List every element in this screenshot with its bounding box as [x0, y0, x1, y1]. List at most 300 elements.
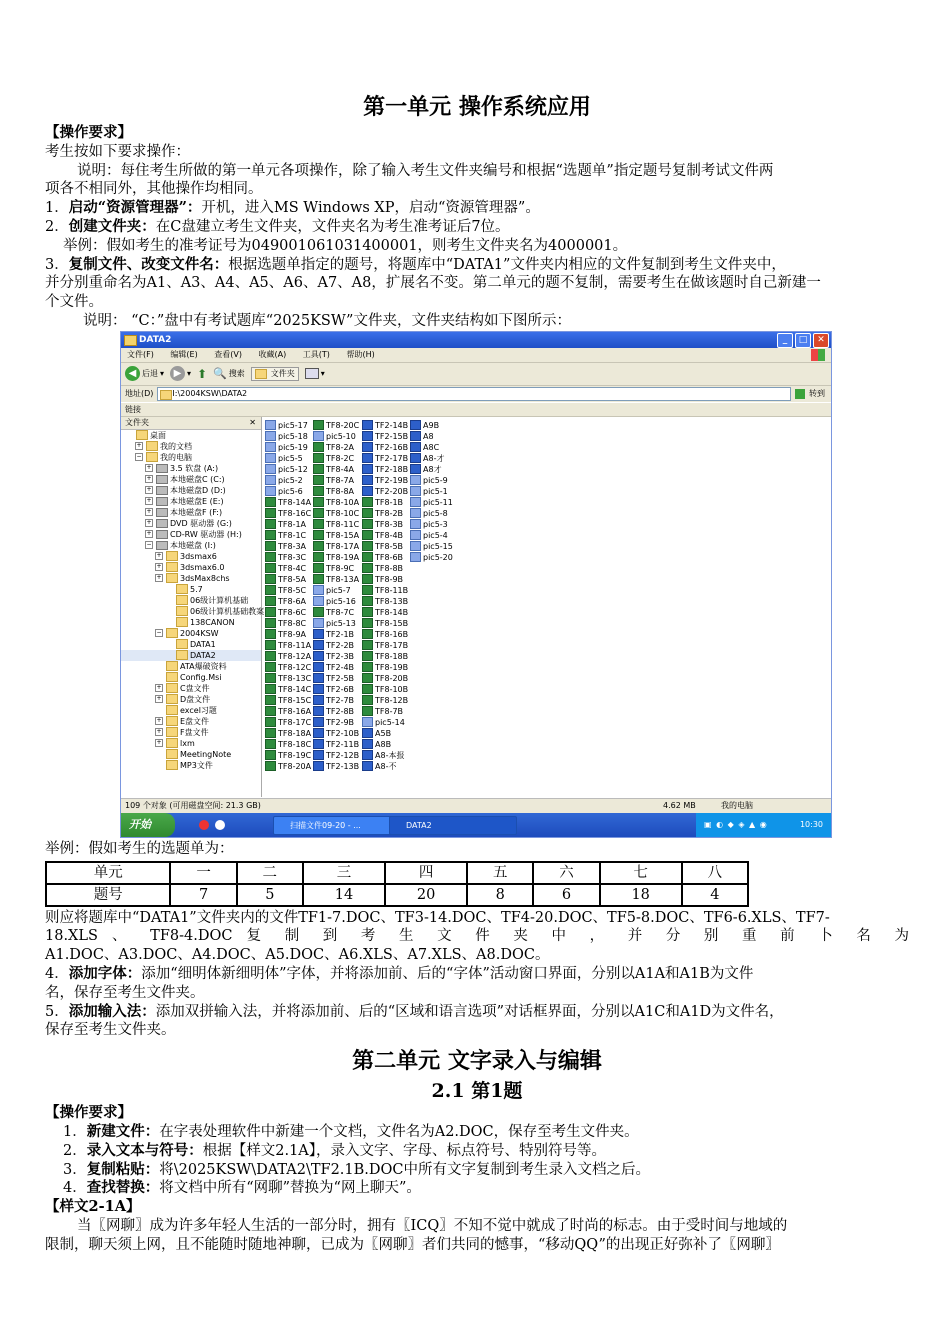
image-file-icon	[410, 552, 421, 562]
expand-toggle-icon[interactable]: −	[136, 453, 142, 461]
tree-node-label: ATA爆破资料	[180, 661, 227, 671]
file-item[interactable]	[265, 629, 311, 640]
close-button[interactable]: ✕	[813, 333, 829, 348]
item-2	[45, 1142, 909, 1161]
tree-node[interactable]	[121, 606, 265, 617]
expand-toggle-icon[interactable]: +	[156, 717, 162, 725]
file-item[interactable]	[313, 706, 359, 717]
file-item[interactable]	[362, 706, 408, 717]
file-item[interactable]	[410, 464, 453, 475]
file-item[interactable]	[313, 585, 359, 596]
image-file-icon	[410, 541, 421, 551]
file-item[interactable]	[362, 552, 408, 563]
file-item[interactable]	[410, 508, 453, 519]
step-number: 1．	[45, 200, 69, 217]
address-label: 地址(D)	[125, 388, 154, 398]
folder-icon	[176, 584, 188, 594]
file-item[interactable]	[313, 453, 359, 464]
file-name: TF2-8B	[326, 706, 355, 716]
excel-file-icon	[362, 662, 373, 672]
file-item[interactable]	[362, 431, 408, 442]
tree-node-label: excel习题	[180, 705, 217, 715]
tree-node-label: 我的文档	[160, 441, 192, 451]
expand-toggle-icon[interactable]: +	[146, 519, 152, 527]
file-item[interactable]	[362, 453, 408, 464]
excel-file-icon	[265, 728, 276, 738]
file-item[interactable]	[313, 662, 359, 673]
file-item[interactable]	[313, 541, 359, 552]
file-item[interactable]	[362, 541, 408, 552]
file-name: TF2-18B	[375, 464, 409, 474]
folder-icon	[166, 672, 178, 682]
expand-toggle-icon[interactable]: +	[146, 475, 152, 483]
tree-node-label: lxm	[180, 738, 195, 748]
file-name: pic5-18	[278, 431, 308, 441]
step-text: 添加“细明体新细明体”字体，并将添加前、后的“字体”活动窗口界面，分别以A1A和A1B为文件	[141, 965, 754, 982]
file-item[interactable]	[265, 453, 311, 464]
image-file-icon	[265, 486, 276, 496]
step-2	[45, 218, 909, 237]
folder-icon	[160, 390, 172, 400]
file-item[interactable]	[313, 596, 359, 607]
file-name: TF8-9C	[326, 563, 355, 573]
file-item[interactable]	[265, 541, 311, 552]
tree-node-label: C盘文件	[180, 683, 210, 693]
file-item[interactable]	[265, 750, 311, 761]
file-item[interactable]	[362, 464, 408, 475]
excel-file-icon	[265, 750, 276, 760]
expand-toggle-icon[interactable]: +	[146, 508, 152, 516]
tree-node[interactable]	[121, 628, 261, 639]
file-name: TF8-2B	[375, 508, 404, 518]
file-item[interactable]	[362, 530, 408, 541]
menu-favorites[interactable]: 收藏(A)	[258, 349, 287, 359]
file-name: TF8-11B	[375, 585, 409, 595]
tree-node[interactable]	[121, 705, 261, 716]
excel-file-icon	[265, 552, 276, 562]
up-button[interactable]	[197, 366, 208, 381]
minimize-button[interactable]: _	[777, 333, 793, 348]
file-item[interactable]	[410, 442, 453, 453]
file-item[interactable]	[265, 530, 311, 541]
file-name: pic5-8	[423, 508, 448, 518]
tree-node[interactable]	[121, 749, 261, 760]
file-name: TF8-15C	[278, 695, 312, 705]
search-button[interactable]	[213, 366, 245, 380]
menu-view[interactable]: 查看(V)	[214, 349, 242, 359]
file-name: TF8-19B	[375, 662, 409, 672]
file-item[interactable]	[362, 673, 408, 684]
tree-node[interactable]	[121, 441, 261, 452]
back-button[interactable]: ◀ 后退 ▾	[125, 366, 164, 381]
file-item[interactable]	[313, 739, 359, 750]
tree-node[interactable]	[121, 540, 261, 551]
file-item[interactable]	[362, 684, 408, 695]
file-item[interactable]	[313, 673, 359, 684]
file-item[interactable]	[265, 431, 311, 442]
file-item[interactable]	[265, 706, 311, 717]
tree-node[interactable]	[121, 573, 261, 584]
excel-file-icon	[265, 761, 276, 771]
excel-file-icon	[362, 618, 373, 628]
tree-node[interactable]	[121, 738, 261, 749]
file-item[interactable]	[362, 761, 408, 772]
tree-node[interactable]	[121, 661, 261, 672]
file-name: TF8-17B	[375, 640, 409, 650]
tree-node[interactable]	[121, 430, 261, 441]
folder-icon	[176, 606, 188, 616]
file-item[interactable]	[265, 673, 311, 684]
file-name: pic5-15	[423, 541, 453, 551]
tree-node[interactable]	[121, 474, 261, 485]
excel-file-icon	[313, 486, 324, 496]
file-item[interactable]	[265, 651, 311, 662]
file-item[interactable]	[265, 563, 311, 574]
file-item[interactable]	[410, 541, 453, 552]
file-item[interactable]	[410, 530, 453, 541]
file-name: A9B	[423, 420, 440, 430]
menu-edit[interactable]: 编辑(E)	[170, 349, 198, 359]
file-item[interactable]	[362, 574, 408, 585]
table-cell: 单元	[46, 862, 170, 884]
file-item[interactable]	[410, 475, 453, 486]
folder-icon	[166, 716, 178, 726]
file-name: A8-不	[375, 761, 397, 771]
file-item[interactable]	[265, 684, 311, 695]
tree-node[interactable]	[121, 727, 261, 738]
folders-button[interactable]	[251, 367, 299, 381]
tree-node-label: 3dsmax6.0	[180, 562, 225, 572]
step-text: 开机，进入MS Windows XP，启动“资源管理器”。	[201, 200, 540, 217]
step-title: 添加输入法：	[68, 1002, 156, 1020]
quicklaunch-icon[interactable]	[215, 820, 225, 830]
file-name: TF8-12B	[375, 695, 409, 705]
tray-icons: ▣ ◐ ◆ ◈ ▲ ◉	[704, 819, 768, 829]
tree-node-label: 06级计算机基础	[190, 595, 249, 605]
tree-node[interactable]	[121, 650, 261, 661]
file-item[interactable]	[362, 629, 408, 640]
excel-file-icon	[362, 673, 373, 683]
close-pane-button[interactable]: ✕	[249, 417, 256, 427]
file-name: TF8-16C	[278, 508, 312, 518]
go-arrow-icon	[795, 389, 805, 399]
address-input[interactable]	[157, 387, 791, 401]
file-name: TF8-18B	[375, 651, 409, 661]
image-file-icon	[265, 420, 276, 430]
file-item[interactable]	[313, 750, 359, 761]
excel-file-icon	[313, 552, 324, 562]
file-item[interactable]	[265, 662, 311, 673]
file-item[interactable]	[313, 651, 359, 662]
file-item[interactable]	[313, 530, 359, 541]
file-item[interactable]	[313, 563, 359, 574]
tree-node[interactable]	[121, 716, 261, 727]
file-item[interactable]	[265, 739, 311, 750]
word-file-icon	[362, 750, 373, 760]
item-title: 查找替换：	[86, 1179, 160, 1197]
excel-file-icon	[265, 651, 276, 661]
file-item[interactable]	[313, 761, 359, 772]
step-text: 在C盘建立考生文件夹，文件夹名为考生准考证后7位。	[155, 218, 510, 235]
file-item[interactable]	[265, 486, 311, 497]
expand-toggle-icon[interactable]: +	[156, 684, 162, 692]
image-file-icon	[265, 453, 276, 463]
file-item[interactable]	[410, 486, 453, 497]
step-number: 5．	[45, 1003, 69, 1020]
file-name: pic5-1	[423, 486, 448, 496]
tree-node[interactable]	[121, 683, 261, 694]
expand-toggle-icon[interactable]: +	[146, 464, 152, 472]
file-item[interactable]	[265, 552, 311, 563]
item-number: 3．	[63, 1161, 87, 1178]
excel-file-icon	[362, 552, 373, 562]
file-item[interactable]	[362, 420, 408, 431]
excel-file-icon	[313, 530, 324, 540]
file-item[interactable]	[362, 475, 408, 486]
menu-file[interactable]: 文件(F)	[127, 349, 154, 359]
tree-node[interactable]	[121, 452, 261, 463]
expand-toggle-icon[interactable]: +	[136, 442, 142, 450]
file-item[interactable]	[410, 552, 453, 563]
step-1	[45, 199, 909, 218]
file-item[interactable]	[362, 519, 408, 530]
item-text: 在字表处理软件中新建一个文档，文件名为A2.DOC，保存至考生文件夹。	[159, 1123, 639, 1140]
file-name: TF2-7B	[326, 695, 355, 705]
expand-toggle-icon[interactable]: −	[146, 541, 152, 549]
file-item[interactable]	[410, 519, 453, 530]
file-name: TF2-16B	[375, 442, 409, 452]
expand-toggle-icon[interactable]: +	[156, 563, 162, 571]
file-name: TF8-10C	[326, 508, 360, 518]
tree-node[interactable]	[121, 694, 261, 705]
file-item[interactable]	[362, 563, 408, 574]
file-item[interactable]	[265, 717, 311, 728]
excel-file-icon	[313, 508, 324, 518]
word-file-icon	[313, 728, 324, 738]
file-item[interactable]	[362, 640, 408, 651]
item-text: 将\2025KSW\DATA2\TF2.1B.DOC中所有文字复制到考生录入文档之后。	[159, 1161, 651, 1178]
menu-help[interactable]: 帮助(H)	[346, 349, 375, 359]
start-button[interactable]	[121, 813, 175, 837]
file-item[interactable]	[265, 420, 311, 431]
file-name: pic5-4	[423, 530, 448, 540]
image-file-icon	[313, 618, 324, 628]
file-item[interactable]	[265, 728, 311, 739]
tree-node[interactable]	[121, 485, 261, 496]
file-item[interactable]	[362, 585, 408, 596]
file-item[interactable]	[362, 717, 408, 728]
file-item[interactable]	[265, 607, 311, 618]
item-1	[45, 1123, 909, 1142]
word-file-icon	[362, 475, 373, 485]
file-item[interactable]	[313, 519, 359, 530]
taskbar-item-scan[interactable]	[273, 816, 401, 835]
file-item[interactable]	[313, 497, 359, 508]
file-item[interactable]	[313, 728, 359, 739]
file-item[interactable]	[313, 464, 359, 475]
item-3	[45, 1161, 909, 1180]
word-file-icon	[313, 684, 324, 694]
file-item[interactable]	[313, 684, 359, 695]
file-item[interactable]	[265, 519, 311, 530]
file-name: TF8-4B	[375, 530, 404, 540]
file-item[interactable]	[265, 475, 311, 486]
tree-node[interactable]	[121, 760, 261, 771]
file-item[interactable]	[362, 486, 408, 497]
excel-file-icon	[265, 640, 276, 650]
file-name: TF8-5B	[375, 541, 404, 551]
tree-node[interactable]	[121, 496, 261, 507]
file-name: TF8-17A	[326, 541, 360, 551]
taskbar-item-data2[interactable]	[389, 816, 517, 835]
excel-file-icon	[265, 739, 276, 749]
file-name: TF8-1A	[278, 519, 307, 529]
file-item[interactable]	[265, 618, 311, 629]
folder-icon	[166, 749, 178, 759]
word-file-icon	[313, 761, 324, 771]
file-item[interactable]	[265, 574, 311, 585]
file-item[interactable]	[313, 508, 359, 519]
file-name: TF8-6A	[278, 596, 307, 606]
file-item[interactable]	[313, 574, 359, 585]
file-item[interactable]	[265, 596, 311, 607]
file-item[interactable]	[313, 717, 359, 728]
quicklaunch-icon[interactable]	[199, 820, 209, 830]
file-item[interactable]	[362, 442, 408, 453]
file-name: TF8-14C	[278, 684, 312, 694]
tree-node-label: 3dsMax8chs	[180, 573, 230, 583]
tree-node[interactable]	[121, 551, 261, 562]
tree-node[interactable]	[121, 639, 261, 650]
file-item[interactable]	[313, 442, 359, 453]
file-name: pic5-9	[423, 475, 448, 485]
tree-node[interactable]	[121, 529, 261, 540]
table-cell: 4	[682, 884, 748, 906]
excel-file-icon	[313, 453, 324, 463]
file-item[interactable]	[362, 750, 408, 761]
file-item[interactable]	[410, 431, 453, 442]
file-item[interactable]	[313, 420, 359, 431]
menu-tools[interactable]: 工具(T)	[302, 349, 330, 359]
file-name: TF2-15B	[375, 431, 409, 441]
tree-node[interactable]	[121, 518, 261, 529]
word-file-icon	[362, 453, 373, 463]
file-item[interactable]	[265, 640, 311, 651]
step-title: 复制文件、改变文件名：	[68, 255, 229, 273]
table-cell: 八	[682, 862, 748, 884]
expand-toggle-icon[interactable]: +	[156, 728, 162, 736]
excel-file-icon	[313, 563, 324, 573]
file-item[interactable]	[410, 453, 453, 464]
file-item[interactable]	[313, 431, 359, 442]
drive-icon	[156, 486, 168, 495]
file-name: TF8-3A	[278, 541, 307, 551]
views-button[interactable]: ▾	[305, 368, 325, 379]
file-item[interactable]	[313, 695, 359, 706]
word-file-icon	[313, 673, 324, 683]
file-item[interactable]	[265, 761, 311, 772]
file-item[interactable]	[362, 508, 408, 519]
file-item[interactable]	[362, 618, 408, 629]
expand-toggle-icon[interactable]: +	[156, 574, 162, 582]
maximize-button[interactable]: □	[795, 333, 811, 348]
tree-node-label: MeetingNote	[180, 749, 232, 759]
tree-node[interactable]	[121, 595, 261, 606]
tree-node[interactable]	[121, 672, 261, 683]
file-name: A8	[423, 431, 434, 441]
file-item[interactable]	[265, 442, 311, 453]
drive-icon	[156, 541, 168, 550]
file-item[interactable]	[362, 607, 408, 618]
expand-toggle-icon[interactable]: +	[156, 739, 162, 747]
file-item[interactable]	[313, 629, 359, 640]
file-item[interactable]	[313, 607, 359, 618]
tree-node-label: D盘文件	[180, 694, 211, 704]
file-name: TF8-10A	[326, 497, 360, 507]
file-item[interactable]	[362, 728, 408, 739]
search-icon: 🔍	[213, 366, 227, 380]
file-name: TF8-3C	[278, 552, 307, 562]
file-item[interactable]	[265, 497, 311, 508]
file-item[interactable]	[410, 420, 453, 431]
tree-node-label: CD-RW 驱动器 (H:)	[170, 529, 242, 539]
expand-toggle-icon[interactable]: +	[146, 530, 152, 538]
file-item[interactable]	[362, 662, 408, 673]
forward-button[interactable]: ▶ ▾	[170, 366, 191, 381]
go-button[interactable]: 转到	[809, 388, 825, 398]
file-item[interactable]	[362, 739, 408, 750]
file-item[interactable]	[362, 596, 408, 607]
file-item[interactable]	[265, 585, 311, 596]
file-name: TF2-5B	[326, 673, 355, 683]
file-name: TF8-16B	[375, 629, 409, 639]
file-name: TF8-11C	[326, 519, 360, 529]
file-item[interactable]	[362, 497, 408, 508]
file-item[interactable]	[313, 475, 359, 486]
expand-toggle-icon[interactable]: +	[156, 552, 162, 560]
tree-node[interactable]	[121, 507, 261, 518]
drive-icon	[156, 519, 168, 528]
file-name: TF8-9B	[375, 574, 404, 584]
file-item[interactable]	[313, 618, 359, 629]
file-item[interactable]	[362, 695, 408, 706]
file-name: pic5-2	[278, 475, 303, 485]
file-item[interactable]	[313, 640, 359, 651]
tree-node[interactable]	[121, 584, 261, 595]
drive-icon	[156, 475, 168, 484]
step-3	[45, 256, 909, 275]
item-4	[45, 1179, 909, 1198]
expand-toggle-icon[interactable]: +	[146, 497, 152, 505]
file-name: TF8-20B	[375, 673, 409, 683]
expand-toggle-icon[interactable]: +	[156, 695, 162, 703]
file-item[interactable]	[313, 552, 359, 563]
file-item[interactable]	[265, 508, 311, 519]
expand-toggle-icon[interactable]: +	[146, 486, 152, 494]
tree-node-label: F盘文件	[180, 727, 209, 737]
file-item[interactable]	[410, 497, 453, 508]
tree-node[interactable]	[121, 463, 261, 474]
tree-node[interactable]	[121, 562, 261, 573]
file-item[interactable]	[362, 651, 408, 662]
image-file-icon	[410, 508, 421, 518]
file-item[interactable]	[265, 464, 311, 475]
file-item[interactable]	[313, 486, 359, 497]
tree-node-label: 本地磁盘F (F:)	[170, 507, 223, 517]
file-item[interactable]	[265, 695, 311, 706]
expand-toggle-icon[interactable]: −	[156, 629, 162, 637]
tree-node[interactable]	[121, 617, 261, 628]
